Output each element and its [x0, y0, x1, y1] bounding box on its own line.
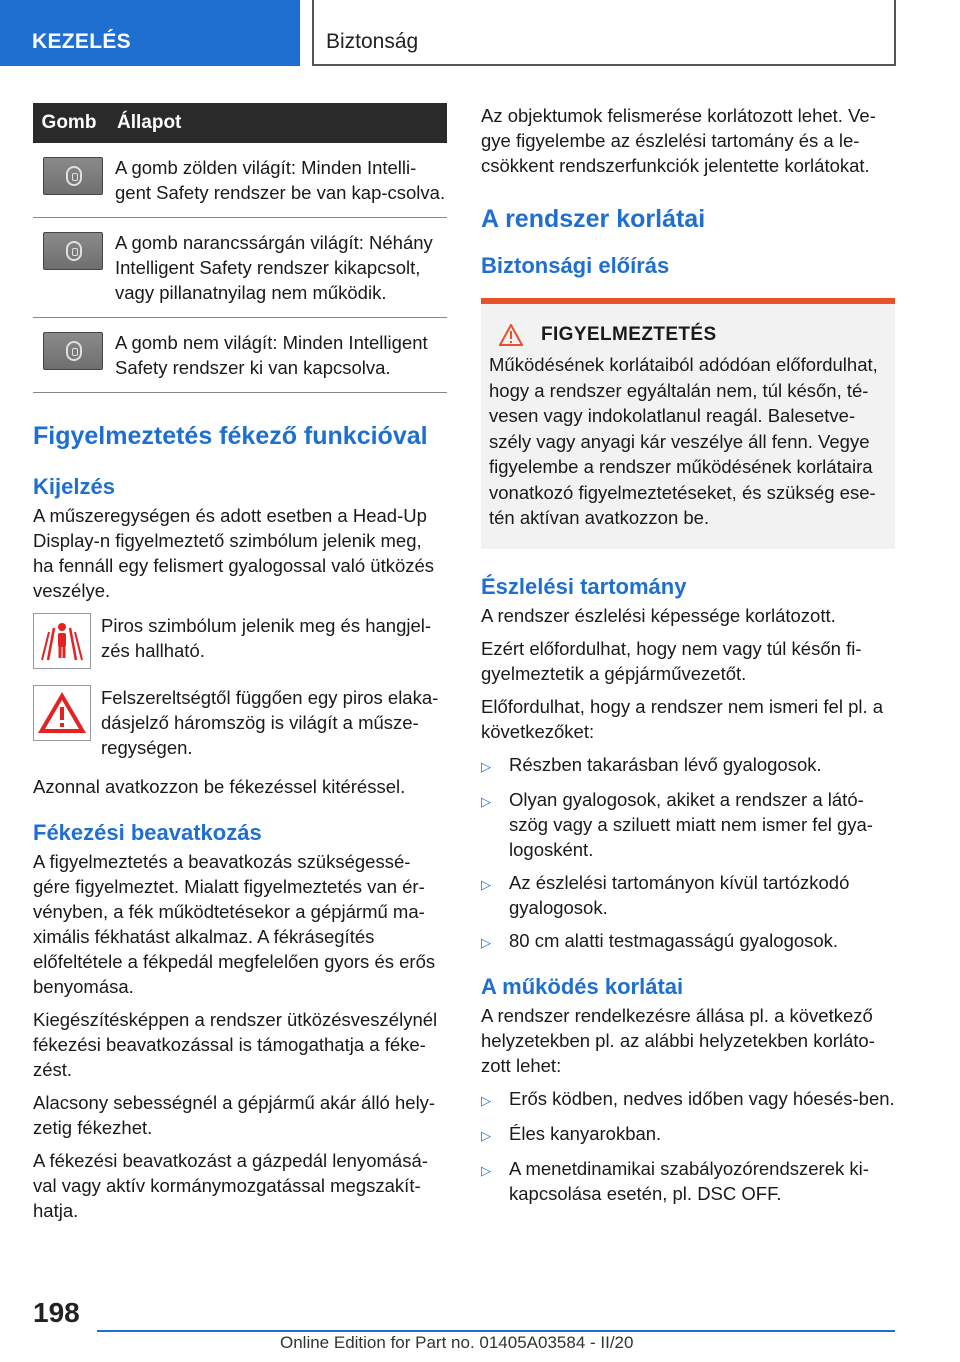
chapter-title: Biztonság: [312, 0, 896, 66]
left-column: [33, 103, 447, 1223]
heading-figyelmeztetes: Figyelmeztetés fékező funkcióval: [33, 422, 428, 450]
paragraph: Kiegészítésképpen a rendszer ütközésveszélynél fékezési beavatkozással is támogathatja a féke-zést.: [33, 1009, 438, 1080]
bullet-icon: ▷: [481, 876, 491, 892]
warning-box: [481, 298, 895, 549]
safety-button-icon: [43, 332, 103, 370]
warning-label: FIGYELMEZTETÉS: [541, 324, 717, 345]
footer-edition: Online Edition for Part no. 01405A03584 - II/20: [280, 1333, 634, 1352]
paragraph-azonnal: Azonnal avatkozzon be fékezéssel kitéréssel.: [33, 776, 406, 797]
table-header-gomb: Gomb: [41, 112, 97, 133]
table-row: [33, 318, 447, 393]
page-number: 198: [33, 1297, 80, 1328]
table-header: [33, 103, 447, 143]
table-row: [33, 218, 447, 318]
limitation-list: [481, 752, 895, 955]
hazard-triangle-icon: [33, 685, 91, 741]
symbol-row-triangle: [33, 685, 447, 760]
list-item: ▷ 80 cm alatti testmagasságú gyalogosok.: [481, 928, 895, 955]
warning-triangle-icon: [499, 324, 523, 346]
function-limits-list: [481, 1086, 895, 1206]
bullet-icon: ▷: [481, 1162, 491, 1178]
section-title: KEZELÉS: [0, 0, 300, 66]
bullet-icon: ▷: [481, 934, 491, 950]
paragraph: A rendszer rendelkezésre állása pl. a következő helyzetekben pl. az alábbi helyzetekben korláto-zott lehet:: [481, 1004, 875, 1076]
bullet-icon: ▷: [481, 1092, 491, 1108]
list-item: ▷ Az észlelési tartományon kívül tartózkodó gyalogosok.: [481, 871, 850, 918]
heading-fekezesi: Fékezési beavatkozás: [33, 820, 262, 845]
safety-button-icon: [43, 232, 103, 270]
list-item: ▷ Éles kanyarokban.: [481, 1121, 895, 1148]
right-column: [481, 103, 895, 1214]
page-header: [0, 0, 960, 66]
paragraph: Ezért előfordulhat, hogy nem vagy túl későn fi-gyelmeztetik a gépjárművezetőt.: [481, 637, 862, 684]
footer-divider: [97, 1330, 895, 1332]
symbol-text: Piros szimbólum jelenik meg és hangjel-zés hallható.: [101, 615, 432, 661]
safety-button-icon: [43, 157, 103, 195]
table-row: [33, 143, 447, 218]
button-status-table: [33, 103, 447, 393]
heading-kijelzes: Kijelzés: [33, 474, 115, 499]
list-item: ▷ Olyan gyalogosok, akiket a rendszer a látó-szög vagy a sziluett miatt nem ismer fel gya-logosként.: [481, 788, 873, 860]
bullet-icon: ▷: [481, 1127, 491, 1143]
heading-mukodes: A működés korlátai: [481, 973, 684, 999]
bullet-icon: ▷: [481, 758, 491, 774]
pedestrian-warning-icon: [33, 613, 91, 669]
heading-rendszer-korlatai: A rendszer korlátai: [481, 205, 706, 233]
warning-title: [489, 324, 887, 346]
table-cell: A gomb nem világít: Minden Intelligent Safety rendszer ki van kapcsolva.: [115, 332, 428, 378]
list-item: ▷ A menetdinamikai szabályozórendszerek ki-kapcsolása esetén, pl. DSC OFF.: [481, 1157, 869, 1204]
paragraph: Alacsony sebességnél a gépjármű akár álló hely-zetig fékezhet.: [33, 1092, 436, 1138]
list-item: ▷ Részben takarásban lévő gyalogosok.: [481, 752, 895, 779]
heading-biztonsagi: Biztonsági előírás: [481, 253, 670, 278]
symbol-row-pedestrian: [33, 613, 447, 669]
list-item: ▷ Erős ködben, nedves időben vagy hóesés-ben.: [481, 1086, 895, 1113]
paragraph: A figyelmeztetés a beavatkozás szükségessé-gére figyelmeztet. Mialatt figyelmeztetés van ér-vényben, a fék működtetésekor a gépjármű ma-ximális fékhatást alkalmaz. A fékrásegítés előfeltétele a fékpedál megfelelően gyors és erős benyomása.: [33, 851, 436, 997]
paragraph-intro: Az objektumok felismerése korlátozott lehet. Ve-gye figyelembe az észlelési tartomány és a le-csökkent rendszerfunkciók jelentette korlátokat.: [481, 105, 876, 176]
paragraph: Előfordulhat, hogy a rendszer nem ismeri fel pl. a következőket:: [481, 695, 884, 742]
warning-text: Működésének korlátaiból adódóan előfordulhat, hogy a rendszer egyáltalán nem, túl későn, té-vesen vagy indokolatlanul reagál. Balesetve-szély vagy anyagi kár veszélye áll fenn. Vegye figyelembe a rendszer működésének korlátaira vonatkozó figyelmeztetéseket, és szükség ese-tén aktívan avatkozzon be.: [489, 354, 878, 528]
paragraph-kijelzes: A műszeregységen és adott esetben a Head-Up Display-n figyelmeztető szimbólum jelenik meg, ha fennáll egy felismert gyalogossal való ütközés veszélye.: [33, 505, 435, 601]
paragraph: A rendszer észlelési képessége korlátozott.: [481, 604, 836, 626]
symbol-text: Felszereltségtől függően egy piros elaka-dásjelző háromszög is világít a műsze-regységen.: [101, 687, 439, 758]
paragraph: A fékezési beavatkozást a gázpedál lenyomásá-val vagy aktív kormánymozgatással megszakít-hatja.: [33, 1150, 428, 1221]
bullet-icon: ▷: [481, 793, 491, 809]
table-cell: A gomb narancssárgán világít: Néhány Intelligent Safety rendszer kikapcsolt, vagy pillanatnyilag nem működik.: [115, 232, 433, 303]
table-cell: A gomb zölden világít: Minden Intelli-gent Safety rendszer be van kap-csolva.: [115, 157, 446, 203]
heading-eszlelesi: Észlelési tartomány: [481, 573, 687, 599]
table-header-allapot: Állapot: [117, 112, 182, 133]
